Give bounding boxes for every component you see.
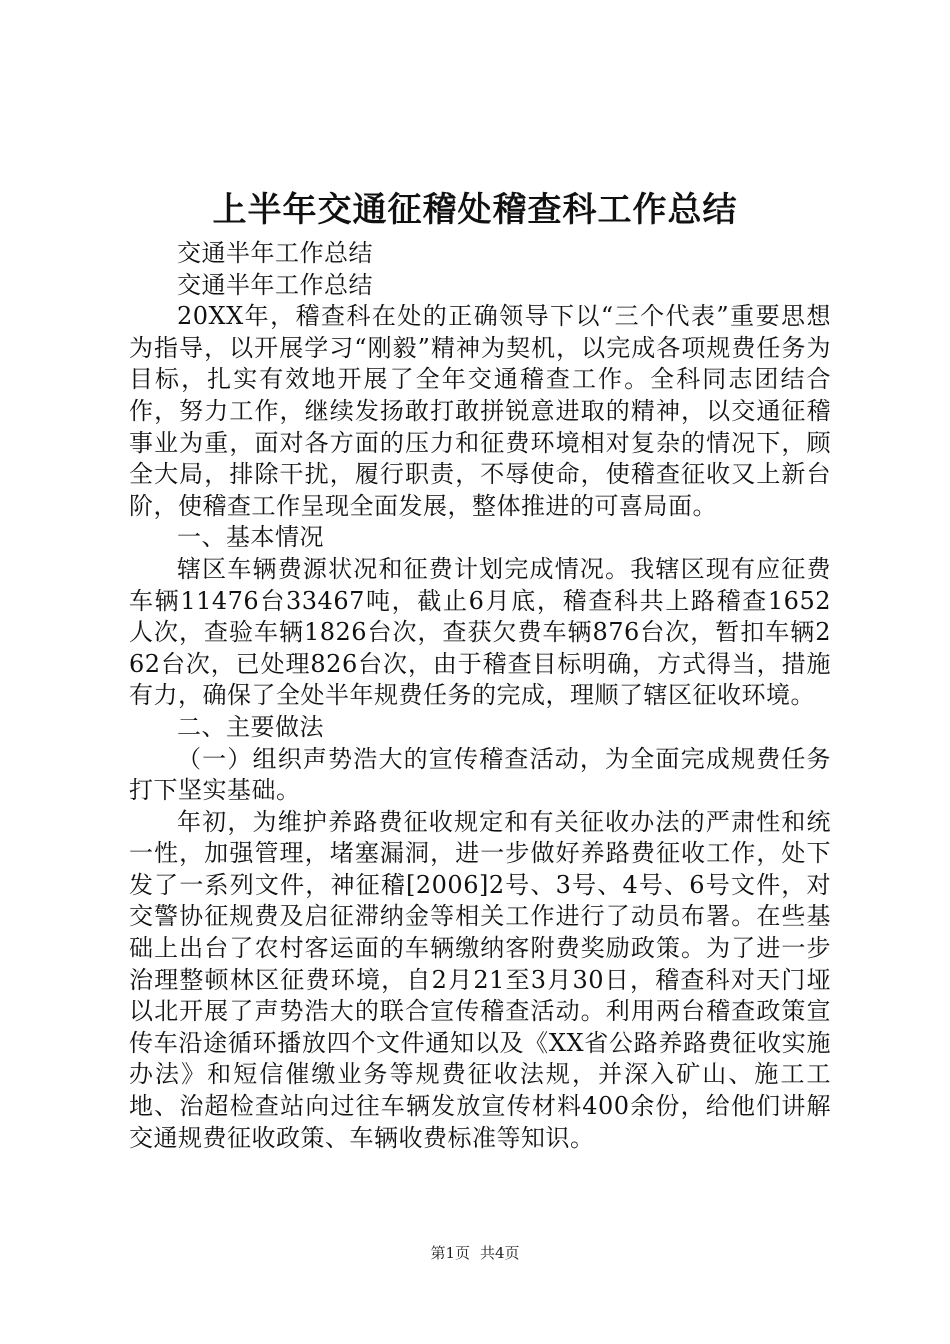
page-total: 共4页 — [480, 1244, 520, 1262]
page-footer — [0, 1243, 950, 1263]
document-body — [129, 238, 831, 1154]
methods-paragraph: 年初，为维护养路费征收规定和有关征收办法的严肃性和统一性，加强管理，堵塞漏洞，进一步做好养路费征收工作，处下发了一系列文件，神征稽[2006]2号、3号、4号、6号文件，对交警协征规费及启征滞纳金等相关工作进行了动员布署。在些基础上出台了农村客运面的车辆缴纳客附费奖励政策。为了进一步治理整顿林区征费环境，自2月21至3月30日，稽查科对天门垭以北开展了声势浩大的联合宣传稽查活动。利用两台稽查政策宣传车沿途循环播放四个文件通知以及《XX省公路养路费征收实施办法》和短信催缴业务等规费征收法规，并深入矿山、施工工地、治超检查站向过往车辆发放宣传材料400余份，给他们讲解交通规费征收政策、车辆收费标准等知识。 — [129, 807, 831, 1152]
page-number: 第1页 — [430, 1244, 470, 1262]
subsection-heading-1: （一）组织声势浩大的宣传稽查活动，为全面完成规费任务打下坚实基础。 — [129, 744, 831, 805]
basic-situation-paragraph: 辖区车辆费源状况和征费计划完成情况。我辖区现有应征费车辆11476台33467吨，截止6月底，稽查科共上路稽查1652人次，查验车辆1826台次，查获欠费车辆876台次，暂扣车辆262台次，已处理826台次，由于稽查目标明确，方式得当，措施有力，确保了全处半年规费任务的完成，理顺了辖区征收环境。 — [129, 554, 831, 710]
section-heading-basic: 一、基本情况 — [177, 523, 324, 552]
subtitle-paragraph-2: 交通半年工作总结 — [177, 270, 373, 299]
document-title: 上半年交通征稽处稽查科工作总结 — [212, 190, 738, 230]
section-heading-methods: 二、主要做法 — [177, 712, 324, 741]
subtitle-paragraph-1: 交通半年工作总结 — [177, 239, 373, 267]
intro-paragraph: 20XX年，稽查科在处的正确领导下以“三个代表”重要思想为指导，以开展学习“刚毅”精神为契机，以完成各项规费任务为目标，扎实有效地开展了全年交通稽查工作。全科同志团结合作，努力工作，继续发扬敢打敢拼锐意进取的精神，以交通征稽事业为重，面对各方面的压力和征费环境相对复杂的情况下，顾全大局，排除干扰，履行职责，不辱使命，使稽查征收又上新台阶，使稽查工作呈现全面发展，整体推进的可喜局面。 — [129, 302, 831, 520]
